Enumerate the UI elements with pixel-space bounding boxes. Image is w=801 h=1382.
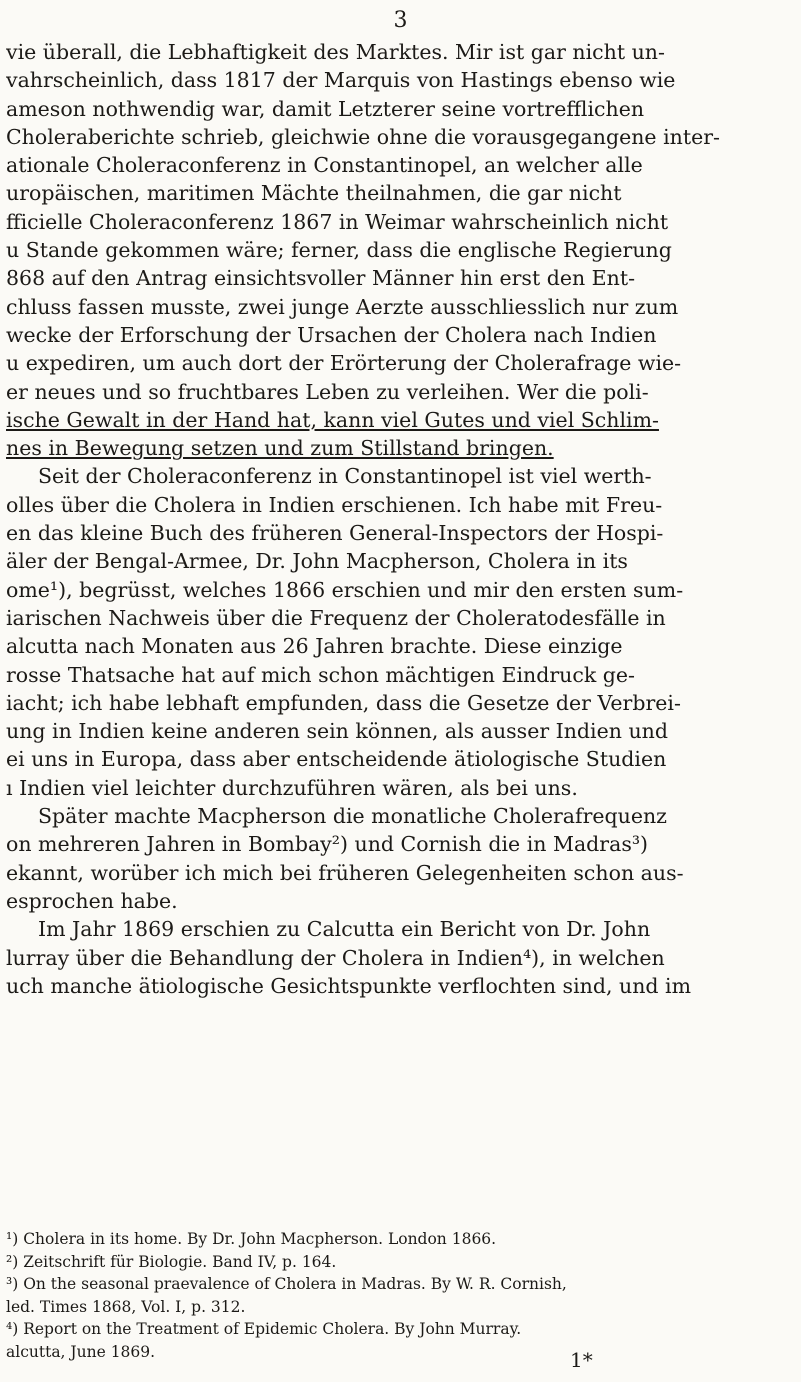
text-line: er neues und so fruchtbares Leben zu verleihen. Wer die poli- xyxy=(6,379,649,404)
footnote: ⁴) Report on the Treatment of Epidemic Cholera. By John Murray. xyxy=(6,1320,522,1338)
footnote: ²) Zeitschrift für Biologie. Band IV, p. 164. xyxy=(6,1252,337,1271)
signature-mark: 1* xyxy=(570,1348,593,1372)
footnote: ³) On the seasonal praevalence of Cholera in Madras. By W. R. Cornish, xyxy=(6,1275,567,1293)
text-line: Später machte Macpherson die monatliche Cholerafrequenz xyxy=(38,804,667,829)
text-line: fficielle Choleraconferenz 1867 in Weimar wahrscheinlich nicht xyxy=(6,209,669,234)
text-line: Im Jahr 1869 erschien zu Calcutta ein Bericht von Dr. John xyxy=(38,917,651,942)
text-line: vahrscheinlich, dass 1817 der Marquis von Hastings ebenso wie xyxy=(6,68,676,93)
text-line: ı Indien viel leichter durchzuführen wären, als bei uns. xyxy=(6,775,578,800)
text-line: Seit der Choleraconferenz in Constantinopel ist viel werth- xyxy=(38,464,652,489)
text-line: vie überall, die Lebhaftigkeit des Marktes. Mir ist gar nicht un- xyxy=(6,40,665,64)
text-line-underlined: nes in Bewegung setzen und zum Stillstand bringen. xyxy=(6,436,554,461)
text-line: ekannt, worüber ich mich bei früheren Gelegenheiten schon aus- xyxy=(6,860,684,885)
footnote: ¹) Cholera in its home. By Dr. John Macpherson. London 1866. xyxy=(6,1230,497,1248)
text-line-underlined: ische Gewalt in der Hand hat, kann viel Gutes und viel Schlim- xyxy=(6,407,659,432)
text-line: ome¹), begrüsst, welches 1866 erschien und mir den ersten sum- xyxy=(6,577,684,602)
text-line: u expediren, um auch dort der Erörterung der Cholerafrage wie- xyxy=(6,351,682,376)
page-number: 3 xyxy=(393,8,408,33)
footnote: led. Times 1868, Vol. I, p. 312. xyxy=(6,1297,246,1316)
text-line: 868 auf den Antrag einsichtsvoller Männer hin erst den Ent- xyxy=(6,266,636,291)
text-line: olles über die Cholera in Indien erschienen. Ich habe mit Freu- xyxy=(6,492,663,517)
text-line: chluss fassen musste, zwei junge Aerzte ausschliesslich nur zum xyxy=(6,294,679,319)
text-line: iacht; ich habe lebhaft empfunden, dass die Gesetze der Verbrei- xyxy=(6,690,681,715)
text-line: wecke der Erforschung der Ursachen der Cholera nach Indien xyxy=(6,322,657,347)
text-line: lurray über die Behandlung der Cholera in Indien⁴), in welchen xyxy=(6,945,665,970)
text-line: alcutta nach Monaten aus 26 Jahren brachte. Diese einzige xyxy=(6,634,623,659)
footnote: alcutta, June 1869. xyxy=(6,1342,156,1361)
footnotes xyxy=(6,1228,801,1363)
text-line: rosse Thatsache hat auf mich schon mächtigen Eindruck ge- xyxy=(6,662,635,687)
text-line: ung in Indien keine anderen sein können, als ausser Indien und xyxy=(6,719,668,744)
text-line: iarischen Nachweis über die Frequenz der Choleratodesfälle in xyxy=(6,605,666,630)
text-line: ameson nothwendig war, damit Letzterer seine vortrefflichen xyxy=(6,96,645,121)
text-line: on mehreren Jahren in Bombay²) und Cornish die in Madras³) xyxy=(6,832,649,857)
text-line: ei uns in Europa, dass aber entscheidende ätiologische Studien xyxy=(6,747,667,772)
text-line: uch manche ätiologische Gesichtspunkte verflochten sind, und im xyxy=(6,973,692,998)
text-line: äler der Bengal-Armee, Dr. John Macpherson, Cholera in its xyxy=(6,549,628,574)
body-text xyxy=(6,38,801,1000)
text-line: u Stande gekommen wäre; ferner, dass die englische Regierung xyxy=(6,238,672,263)
text-line: uropäischen, maritimen Mächte theilnahmen, die gar nicht xyxy=(6,181,622,206)
text-line: ationale Choleraconferenz in Constantinopel, an welcher alle xyxy=(6,153,643,178)
text-line: en das kleine Buch des früheren General-Inspectors der Hospi- xyxy=(6,521,664,546)
text-line: esprochen habe. xyxy=(6,888,178,913)
text-line: Choleraberichte schrieb, gleichwie ohne die vorausgegangene inter- xyxy=(6,124,720,149)
